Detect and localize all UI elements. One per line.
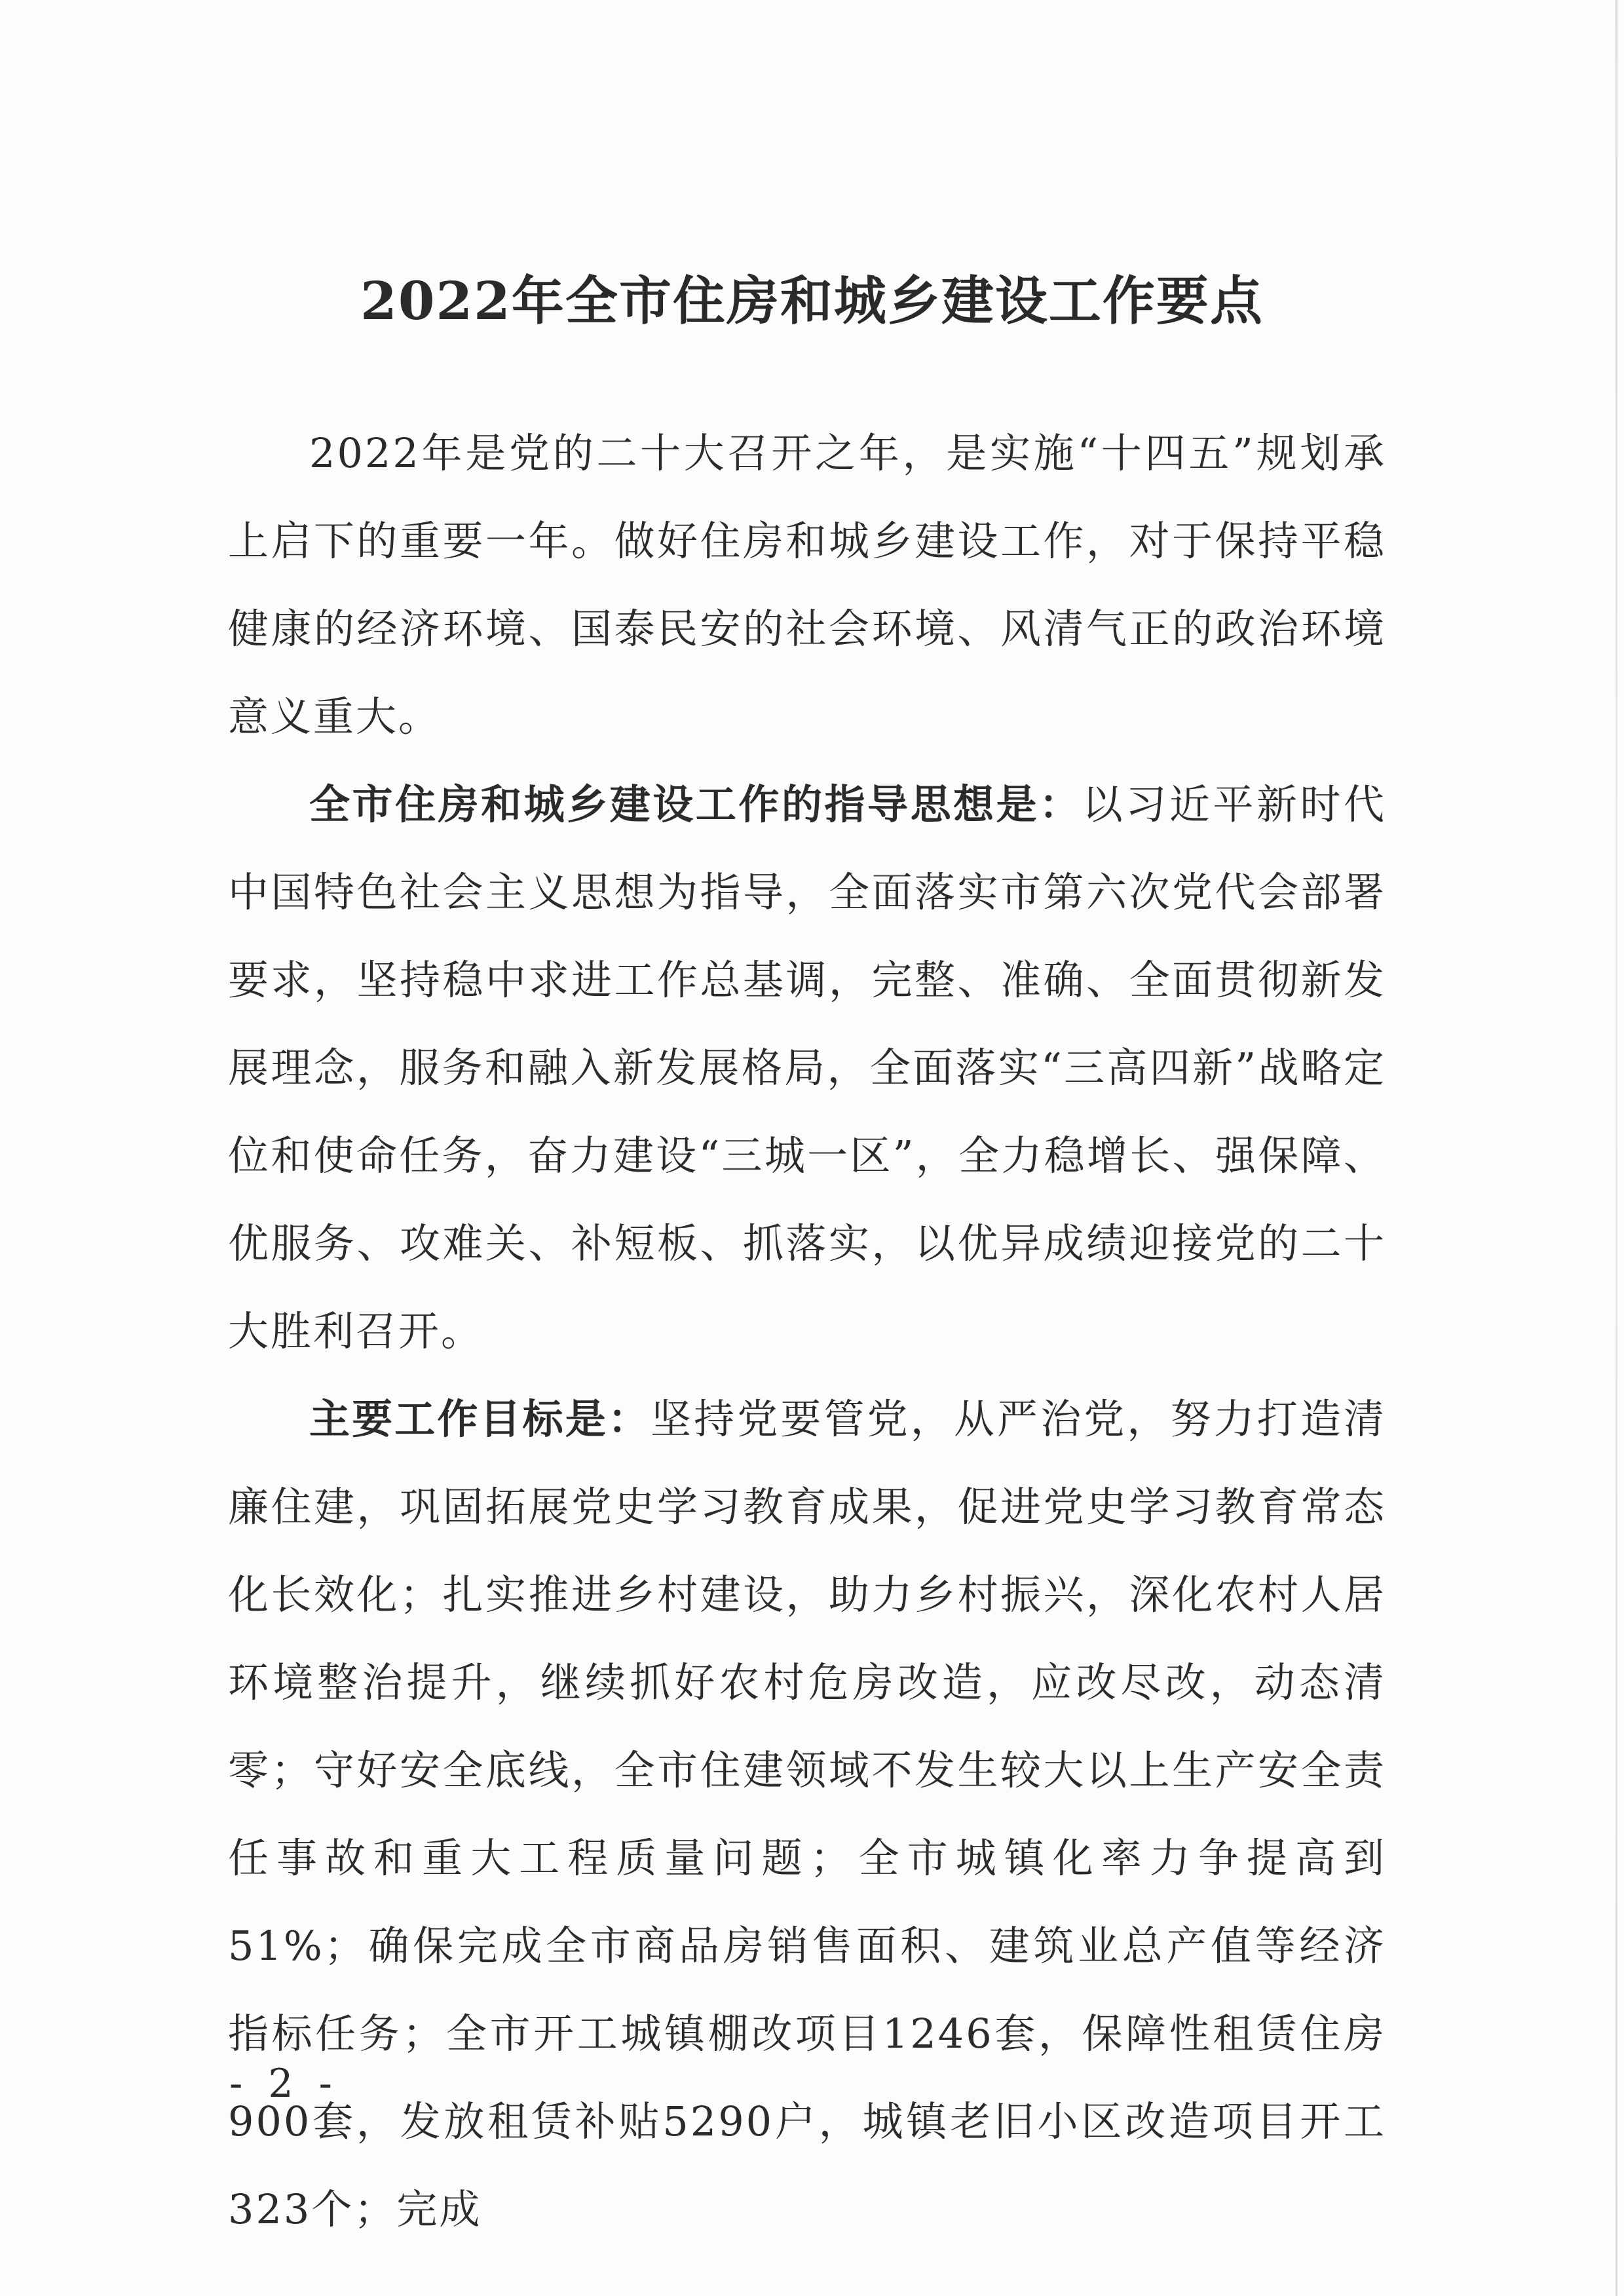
paragraph-guiding-ideology bbox=[228, 761, 1386, 1375]
paragraph-lead: 全市住房和城乡建设工作的指导思想是： bbox=[309, 780, 1082, 828]
page-number: - 2 - bbox=[229, 2061, 339, 2107]
paragraph-text: 以习近平新时代中国特色社会主义思想为指导，全面落实市第六次党代会部署要求，坚持稳中求进工作总基调，完整、准确、全面贯彻新发展理念，服务和融入新发展格局，全面落实“三高四新”战略定位和使命任务，奋力建设“三城一区”，全力稳增长、强保障、优服务、攻难关、补短板、抓落实，以优异成绩迎接党的二十大胜利召开。 bbox=[228, 780, 1386, 1355]
document-body bbox=[228, 410, 1386, 2253]
paragraph-main-goals bbox=[228, 1375, 1386, 2253]
paragraph-text: 坚持党要管党，从严治党，努力打造清廉住建，巩固拓展党史学习教育成果，促进党史学习教育常态化长效化；扎实推进乡村建设，助力乡村振兴，深化农村人居环境整治提升，继续抓好农村危房改造，应改尽改，动态清零；守好安全底线，全市住建领域不发生较大以上生产安全责任事故和重大工程质量问题；全市城镇化率力争提高到51%；确保完成全市商品房销售面积、建筑业总产值等经济指标任务；全市开工城镇棚改项目1246套，保障性租赁住房900套，发放租赁补贴5290户，城镇老旧小区改造项目开工323个；完成 bbox=[228, 1395, 1386, 2233]
document-title: 2022年全市住房和城乡建设工作要点 bbox=[360, 269, 1264, 332]
paragraph-text: 2022年是党的二十大召开之年，是实施“十四五”规划承上启下的重要一年。做好住房和城乡建设工作，对于保持平稳健康的经济环境、国泰民安的社会环境、风清气正的政治环境意义重大。 bbox=[228, 429, 1386, 740]
scan-edge-line bbox=[1615, 0, 1617, 2296]
paragraph-lead: 主要工作目标是： bbox=[309, 1395, 651, 1443]
paragraph-intro bbox=[228, 410, 1386, 761]
